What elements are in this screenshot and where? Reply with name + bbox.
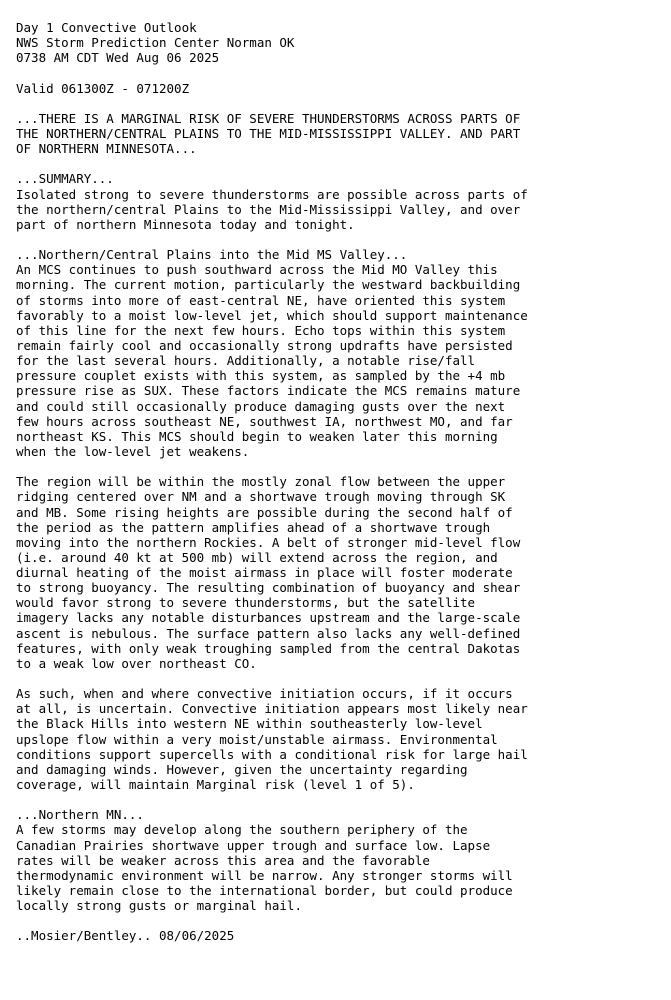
paragraph-line: likely remain close to the international border, but could produce: [16, 883, 513, 899]
paragraph-line: remain fairly cool and occasionally strong updrafts have persisted: [16, 337, 513, 353]
paragraph-line: rates will be weaker across this area and the favorable: [16, 852, 430, 868]
paragraph-line: the period as the pattern amplifies ahead of a shortwave trough: [16, 519, 491, 535]
paragraph-line: few hours across southeast NE, southwest IA, northwest MO, and far: [16, 413, 513, 429]
northern-mn-section: [16, 807, 666, 913]
valid-period: Valid 061300Z - 071200Z: [16, 80, 190, 96]
plains-heading: ...Northern/Central Plains into the Mid MS Valley...: [16, 247, 408, 263]
document-title: Day 1 Convective Outlook: [16, 20, 197, 35]
spacer: [16, 156, 666, 171]
paragraph-line: conditions support supercells with a conditional risk for large hail: [16, 746, 528, 762]
spacer: [16, 913, 666, 928]
paragraph-line: ridging centered over NM and a shortwave trough moving through SK: [16, 489, 506, 505]
paragraph-line: and damaging winds. However, given the uncertainty regarding: [16, 761, 468, 777]
headline-line: OF NORTHERN MINNESOTA...: [16, 141, 197, 157]
plains-paragraph-3: [16, 686, 666, 792]
paragraph-line: for the last several hours. Additionally, a notable rise/fall: [16, 353, 476, 369]
paragraph-line: would favor strong to severe thunderstorms, but the satellite: [16, 595, 476, 611]
paragraph-line: when the low-level jet weakens.: [16, 443, 250, 459]
paragraph-line: Canadian Prairies shortwave upper trough and surface low. Lapse: [16, 837, 491, 853]
spacer: [16, 65, 666, 80]
plains-paragraph-1: [16, 262, 666, 459]
outlook-document: [16, 20, 666, 944]
paragraph-line: upslope flow within a very moist/unstable airmass. Environmental: [16, 731, 498, 747]
spacer: [16, 671, 666, 686]
paragraph-line: and could still occasionally produce damaging gusts over the next: [16, 398, 506, 414]
issue-time: 0738 AM CDT Wed Aug 06 2025: [16, 50, 220, 66]
spacer: [16, 96, 666, 111]
spacer: [16, 232, 666, 247]
headline-line: THE NORTHERN/CENTRAL PLAINS TO THE MID-MISSISSIPPI VALLEY. AND PART: [16, 125, 521, 141]
paragraph-line: diurnal heating of the moist airmass in place will foster moderate: [16, 565, 513, 581]
paragraph-line: favorably to a moist low-level jet, which should support maintenance: [16, 307, 528, 323]
paragraph-line: to a weak low over northeast CO.: [16, 655, 257, 671]
summary-line: Isolated strong to severe thunderstorms are possible across parts of: [16, 186, 528, 202]
paragraph-line: pressure couplet exists with this system, as sampled by the +4 mb: [16, 368, 506, 384]
paragraph-line: features, with only weak troughing sampled from the central Dakotas: [16, 640, 521, 656]
paragraph-line: The region will be within the mostly zonal flow between the upper: [16, 474, 506, 490]
summary-section: [16, 171, 666, 232]
summary-line: part of northern Minnesota today and tonight.: [16, 216, 355, 232]
paragraph-line: As such, when and where convective initiation occurs, if it occurs: [16, 686, 513, 702]
paragraph-line: the Black Hills into western NE within southeasterly low-level: [16, 716, 483, 732]
paragraph-line: A few storms may develop along the southern periphery of the: [16, 822, 468, 838]
paragraph-line: northeast KS. This MCS should begin to weaken later this morning: [16, 428, 498, 444]
paragraph-line: moving into the northern Rockies. A belt of stronger mid-level flow: [16, 534, 521, 550]
plains-section: [16, 247, 666, 792]
paragraph-line: locally strong gusts or marginal hail.: [16, 898, 302, 914]
paragraph-line: of this line for the next few hours. Echo tops within this system: [16, 322, 506, 338]
forecaster-signature: ..Mosier/Bentley.. 08/06/2025: [16, 928, 235, 944]
paragraph-line: and MB. Some rising heights are possible during the second half of: [16, 504, 513, 520]
paragraph-line: of storms into more of east-central NE, have oriented this system: [16, 292, 506, 308]
paragraph-line: imagery lacks any notable disturbances upstream and the large-scale: [16, 610, 521, 626]
paragraph-line: An MCS continues to push southward across the Mid MO Valley this: [16, 262, 498, 278]
paragraph-line: pressure rise as SUX. These factors indicate the MCS remains mature: [16, 383, 521, 399]
paragraph-line: ascent is nebulous. The surface pattern also lacks any well-defined: [16, 625, 521, 641]
paragraph-line: at all, is uncertain. Convective initiation appears most likely near: [16, 701, 528, 717]
mn-heading: ...Northern MN...: [16, 807, 144, 823]
summary-heading: ...SUMMARY...: [16, 171, 114, 187]
spacer: [16, 792, 666, 807]
paragraph-line: (i.e. around 40 kt at 500 mb) will extend across the region, and: [16, 549, 498, 565]
headline-line: ...THERE IS A MARGINAL RISK OF SEVERE THUNDERSTORMS ACROSS PARTS OF: [16, 110, 521, 126]
paragraph-line: coverage, will maintain Marginal risk (level 1 of 5).: [16, 777, 415, 793]
spacer: [16, 459, 666, 474]
paragraph-line: thermodynamic environment will be narrow. Any stronger storms will: [16, 867, 513, 883]
paragraph-line: to strong buoyancy. The resulting combination of buoyancy and shear: [16, 580, 521, 596]
risk-headline: [16, 111, 666, 156]
plains-paragraph-2: [16, 474, 666, 671]
issuing-office: NWS Storm Prediction Center Norman OK: [16, 35, 295, 51]
paragraph-line: morning. The current motion, particularly the westward backbuilding: [16, 277, 521, 293]
summary-line: the northern/central Plains to the Mid-Mississippi Valley, and over: [16, 201, 521, 217]
